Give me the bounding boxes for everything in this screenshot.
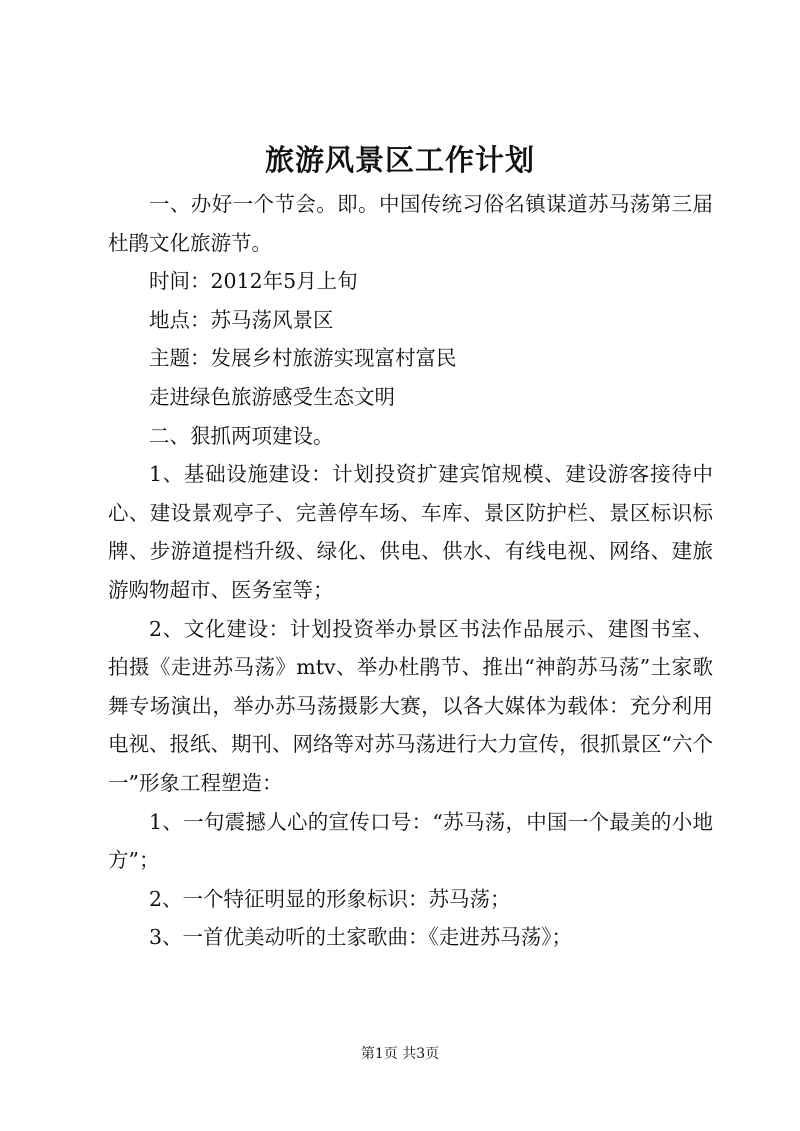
paragraph: 走进绿色旅游感受生态文明 [149,384,395,409]
paragraph: 1、一句震撼人心的宣传口号：“苏马荡，中国一个最美的小地方”； [108,809,713,873]
paragraph: 3、一首优美动听的土家歌曲：《走进苏马荡》； [149,925,573,950]
page-title: 旅游风景区工作计划 [264,143,535,177]
page-footer: 第1页 共3页 [360,1046,440,1062]
paragraph: 二、狠抓两项建设。 [149,423,334,448]
paragraph: 主题：发展乡村旅游实现富村富民 [149,346,457,371]
paragraph: 一、办好一个节会。即。中国传统习俗名镇谋道苏马荡第三届杜鹃文化旅游节。 [108,192,713,255]
paragraph: 2、文化建设：计划投资举办景区书法作品展示、建图书室、拍摄《走进苏马荡》mtv、举办杜鹃节、推出“神韵苏马荡”土家歌舞专场演出，举办苏马荡摄影大赛，以各大媒体为载体：充分利用电视、报纸、期刊、网络等对苏马荡进行大力宣传，很抓景区“六个一”形象工程塑造： [108,616,713,795]
paragraph: 2、一个特征明显的形象标识：苏马荡； [149,886,511,911]
paragraph: 1、基础设施建设：计划投资扩建宾馆规模、建设游客接待中心、建设景观亭子、完善停车场、车库、景区防护栏、景区标识标牌、步游道提档升级、绿化、供电、供水、有线电视、网络、建旅游购物超市、医务室等； [108,462,713,602]
paragraph: 地点：苏马荡风景区 [149,307,334,332]
paragraph: 时间：2012年5月上旬 [149,269,358,294]
document-body [108,185,713,957]
